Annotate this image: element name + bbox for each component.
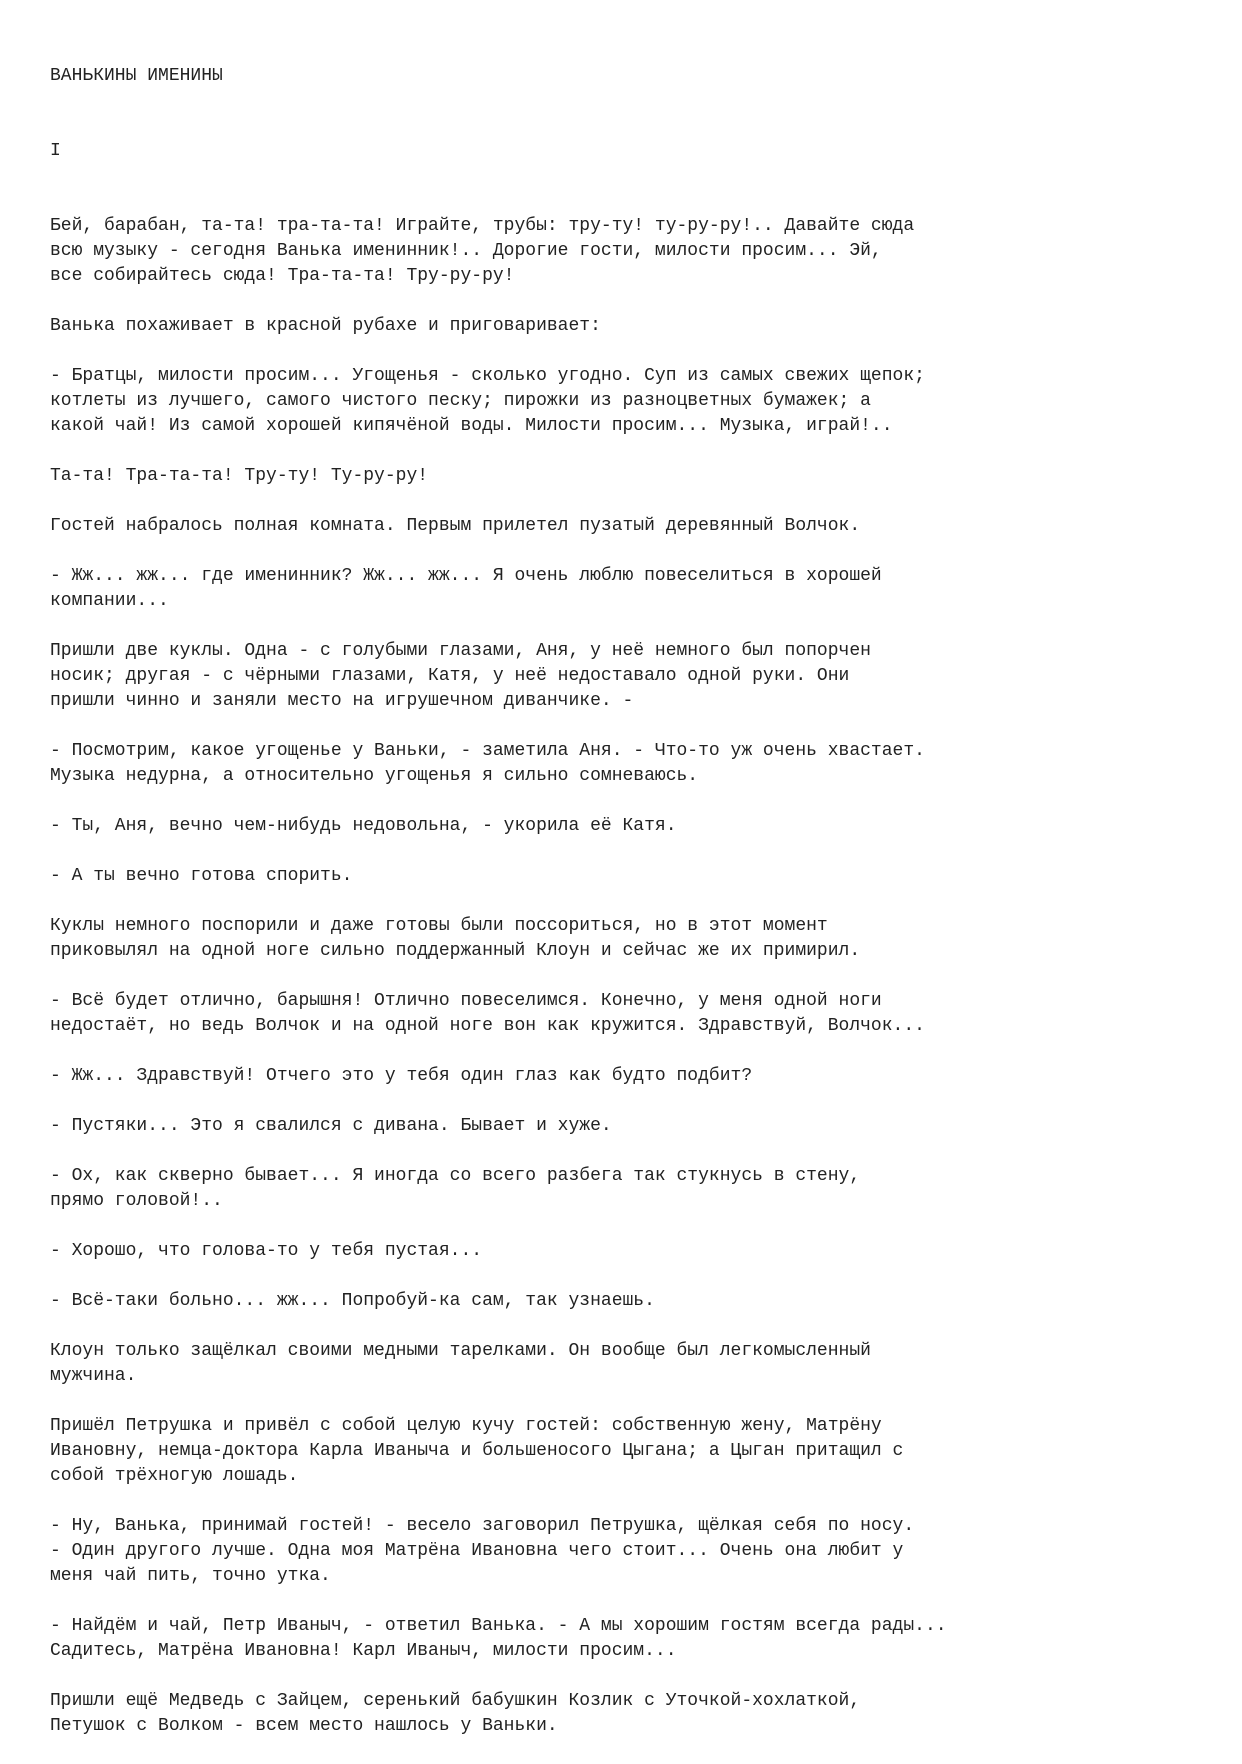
- document-title: ВАНЬКИНЫ ИМЕНИНЫ: [50, 66, 223, 86]
- paragraph: - А ты вечно готова спорить.: [50, 866, 353, 886]
- paragraph: Пришли две куклы. Одна - с голубыми глазами, Аня, у неё немного был попорчен носик; другая - с чёрными глазами, Катя, у неё недоставало одной руки. Они пришли чинно и заняли место на игрушечном диванчике. -: [50, 641, 871, 711]
- paragraph: - Пустяки... Это я свалился с дивана. Бывает и хуже.: [50, 1116, 612, 1136]
- paragraph: - Найдём и чай, Петр Иваныч, - ответил Ванька. - А мы хорошим гостям всегда рады... Садитесь, Матрёна Ивановна! Карл Иваныч, милости просим...: [50, 1616, 947, 1661]
- paragraph: - Всё-таки больно... жж... Попробуй-ка сам, так узнаешь.: [50, 1291, 655, 1311]
- paragraph: Куклы немного поспорили и даже готовы были поссориться, но в этот момент приковылял на одной ноге сильно поддержанный Клоун и сейчас же их примирил.: [50, 916, 861, 961]
- paragraph: Та-та! Тра-та-та! Тру-ту! Ту-ру-ру!: [50, 466, 429, 486]
- paragraph: - Ты, Аня, вечно чем-нибудь недовольна, - укорила её Катя.: [50, 816, 677, 836]
- paragraph: Гостей набралось полная комната. Первым прилетел пузатый деревянный Волчок.: [50, 516, 861, 536]
- paragraph: - Ох, как скверно бывает... Я иногда со всего разбега так стукнусь в стену, прямо головой!..: [50, 1166, 861, 1211]
- paragraph: - Всё будет отлично, барышня! Отлично повеселимся. Конечно, у меня одной ноги недостаёт, но ведь Волчок и на одной ноге вон как кружится. Здравствуй, Волчок...: [50, 991, 925, 1036]
- paragraph: - Жж... жж... где именинник? Жж... жж... Я очень люблю повеселиться в хорошей компании...: [50, 566, 882, 611]
- paragraph: - Хорошо, что голова-то у тебя пустая...: [50, 1241, 483, 1261]
- paragraph: - Посмотрим, какое угощенье у Ваньки, - заметила Аня. - Что-то уж очень хвастает. Музыка недурна, а относительно угощенья я сильно сомневаюсь.: [50, 741, 925, 786]
- paragraph: - Жж... Здравствуй! Отчего это у тебя один глаз как будто подбит?: [50, 1066, 753, 1086]
- chapter-heading: I: [50, 141, 61, 161]
- paragraph: Пришли ещё Медведь с Зайцем, серенький бабушкин Козлик с Уточкой-хохлаткой, Петушок с Волком - всем место нашлось у Ваньки.: [50, 1691, 861, 1736]
- paragraph: - Ну, Ванька, принимай гостей! - весело заговорил Петрушка, щёлкая себя по носу. - Один другого лучше. Одна моя Матрёна Ивановна чего стоит... Очень она любит у меня чай пить, точно утка.: [50, 1516, 915, 1586]
- paragraph: Ванька похаживает в красной рубахе и приговаривает:: [50, 316, 601, 336]
- paragraph: Бей, барабан, та-та! тра-та-та! Играйте, трубы: тру-ту! ту-ру-ру!.. Давайте сюда всю музыку - сегодня Ванька именинник!.. Дорогие гости, милости просим... Эй, все собирайтесь сюда! Тра-та-та! Тру-ру-ру!: [50, 216, 915, 286]
- paragraph: - Братцы, милости просим... Угощенья - сколько угодно. Суп из самых свежих щепок; котлеты из лучшего, самого чистого песку; пирожки из разноцветных бумажек; а какой чай! Из самой хорошей кипячёной воды. Милости просим... Музыка, играй!..: [50, 366, 925, 436]
- paragraph: Клоун только защёлкал своими медными тарелками. Он вообще был легкомысленный мужчина.: [50, 1341, 871, 1386]
- paragraph: Пришёл Петрушка и привёл с собой целую кучу гостей: собственную жену, Матрёну Ивановну, немца-доктора Карла Иваныча и большеносого Цыгана; а Цыган притащил с собой трёхногую лошадь.: [50, 1416, 904, 1486]
- document-body: [50, 64, 1200, 1764]
